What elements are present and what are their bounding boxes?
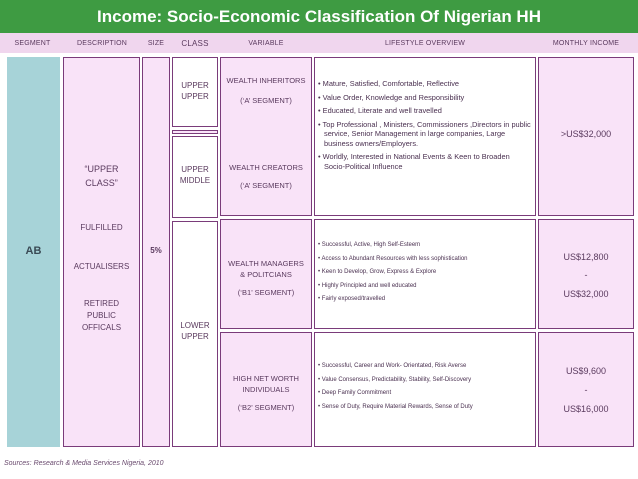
income-b1-max: US$32,000	[563, 289, 609, 299]
header-class: CLASS	[172, 35, 218, 52]
lifestyle-item: • Educated, Literate and well travelled	[317, 106, 531, 116]
class-upper-upper-line2: UPPER	[181, 92, 209, 101]
class-lower-upper-line2: UPPER	[181, 332, 209, 341]
income-b2-max: US$16,000	[563, 404, 609, 414]
lifestyle-item: • Value Order, Knowledge and Responsibility	[317, 93, 531, 103]
lifestyle-item: • Access to Abundant Resources with less sophistication	[317, 255, 531, 263]
lifestyle-item: • Fairly exposed/travelled	[317, 295, 531, 303]
description-cell	[63, 57, 140, 447]
header-monthly-income: MONTHLY INCOME	[538, 35, 634, 52]
variable-individuals: INDIVIDUALS	[242, 385, 290, 394]
lifestyle-item: • Successful, Active, High Self-Esteem	[317, 241, 531, 249]
description-retired-line1: RETIRED	[83, 299, 120, 308]
description-quote-line1: “UPPER	[84, 164, 119, 174]
lifestyle-item: • Value Consensus, Predictability, Stability, Self-Discovery	[317, 376, 531, 384]
variable-politicians: & POLITCIANS	[240, 270, 292, 279]
lifestyle-item: • Successful, Career and Work- Orientated, Risk Averse	[317, 362, 531, 370]
header-lifestyle: LIFESTYLE OVERVIEW	[314, 35, 536, 52]
size-value: 5%	[150, 246, 162, 255]
page-title: Income: Socio-Economic Classification Of Nigerian HH	[0, 0, 638, 33]
class-upper-middle-line1: UPPER	[181, 165, 209, 174]
header-description: DESCRIPTION	[64, 35, 140, 52]
lifestyle-list-b2	[317, 362, 531, 416]
income-b2-min: US$9,600	[565, 366, 607, 376]
lifestyle-item: • Top Professional , Ministers, Commissioners ,Directors in public service, Senior Management in large companies, Large business owners/Employers.	[317, 120, 531, 149]
variable-wealth-inheritors-code: (‘A’ SEGMENT)	[240, 96, 292, 105]
lifestyle-item: • Worldly, Interested in National Events & Keen to Broaden Socio-Political Influence	[317, 152, 531, 171]
variable-wealth-managers: WEALTH MANAGERS	[228, 259, 304, 268]
variable-b2-code: (‘B2’ SEGMENT)	[237, 403, 295, 412]
variable-high-net-worth: HIGH NET WORTH	[233, 374, 299, 383]
lifestyle-list-top	[317, 79, 531, 175]
header-variable: VARIABLE	[220, 35, 312, 52]
description-fulfilled: FULFILLED	[80, 223, 123, 232]
lifestyle-item: • Deep Family Commitment	[317, 389, 531, 397]
segment-label: AB	[25, 245, 42, 257]
class-lower-upper-line1: LOWER	[180, 321, 210, 330]
header-segment: SEGMENT	[4, 35, 61, 52]
lifestyle-item: • Sense of Duty, Require Material Rewards, Sense of Duty	[317, 403, 531, 411]
variable-wealth-inheritors: WEALTH INHERITORS	[226, 76, 306, 85]
variable-wealth-creators: WEALTH CREATORS	[229, 163, 303, 172]
income-top-value: >US$32,000	[560, 129, 612, 139]
lifestyle-item: • Keen to Develop, Grow, Express & Explore	[317, 268, 531, 276]
income-b1-min: US$12,800	[563, 252, 609, 262]
class-divider-band	[172, 130, 218, 134]
income-b1-dash: -	[584, 270, 588, 280]
description-quote-line2: CLASS”	[85, 178, 118, 188]
variable-b1-code: (‘B1’ SEGMENT)	[237, 288, 295, 297]
description-actualisers: ACTUALISERS	[73, 262, 130, 271]
variable-wealth-creators-code: (‘A’ SEGMENT)	[240, 181, 292, 190]
class-upper-upper-line1: UPPER	[181, 81, 209, 90]
lifestyle-item: • Highly Principled and well educated	[317, 282, 531, 290]
description-retired-line3: OFFICALS	[81, 323, 122, 332]
lifestyle-item: • Mature, Satisfied, Comfortable, Reflective	[317, 79, 531, 89]
header-size: SIZE	[142, 35, 170, 52]
lifestyle-list-b1	[317, 241, 531, 309]
source-note: Sources: Research & Media Services Nigeria, 2010	[4, 460, 164, 467]
income-b2-dash: -	[584, 385, 588, 395]
description-retired-line2: PUBLIC	[87, 311, 116, 320]
class-upper-middle-line2: MIDDLE	[179, 176, 211, 185]
